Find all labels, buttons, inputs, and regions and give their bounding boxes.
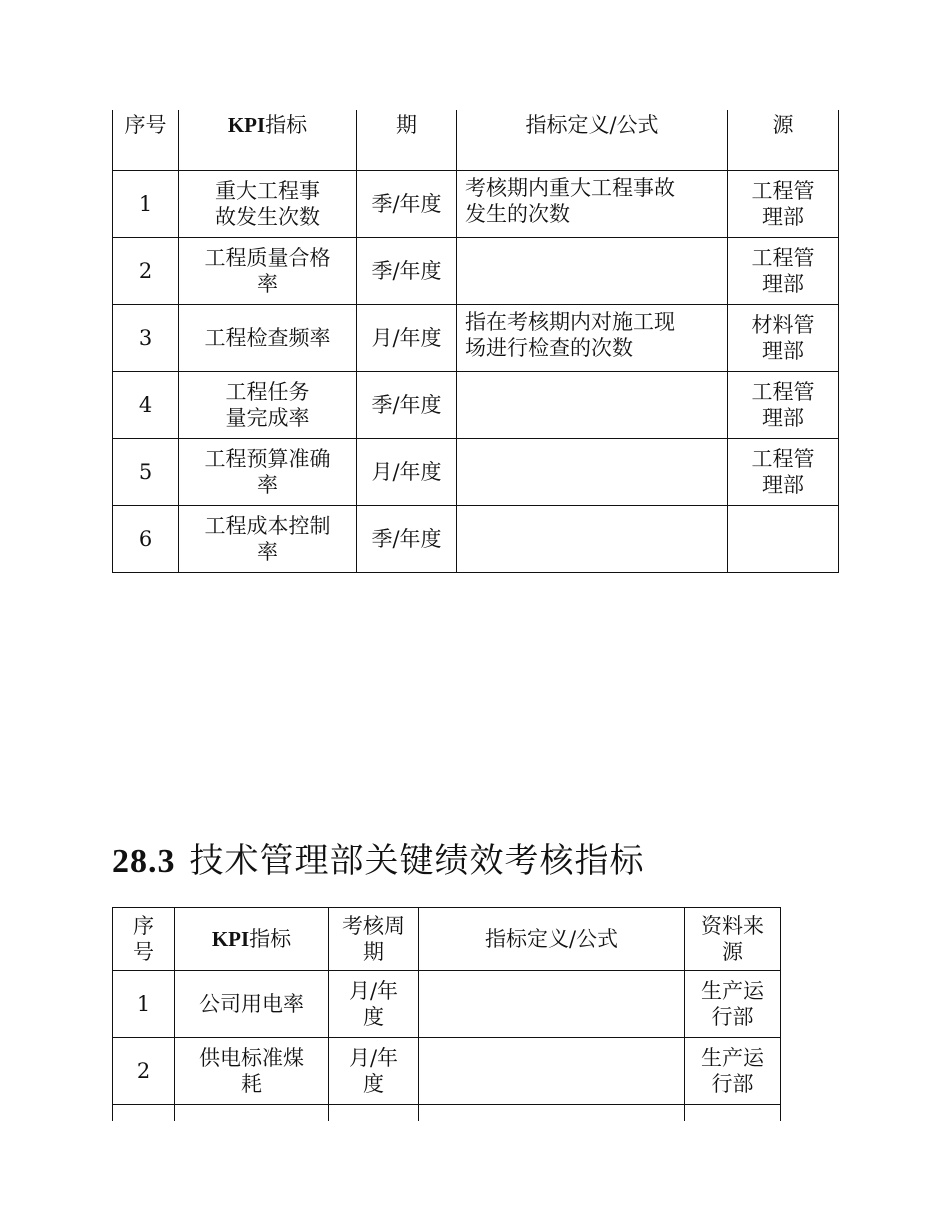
cell-source <box>728 506 839 573</box>
cell-kpi-line1: 工程成本控制 <box>204 514 331 538</box>
cell-definition <box>457 238 728 305</box>
cell-kpi-line2: 率 <box>257 473 278 497</box>
header-period-line1: 考核周 <box>342 914 405 938</box>
cell-no: 3 <box>113 305 179 372</box>
header-no-line2: 号 <box>133 940 154 964</box>
table-row <box>113 1038 781 1105</box>
cell-period: 季/年度 <box>357 506 457 573</box>
cell-no: 1 <box>113 171 179 238</box>
cell-kpi-line1: 工程检查频率 <box>204 326 331 350</box>
cell-kpi-line2: 耗 <box>241 1072 262 1096</box>
header-kpi <box>179 110 357 171</box>
cell-no: 2 <box>113 238 179 305</box>
cell-period: 季/年度 <box>357 171 457 238</box>
cell-definition-line1: 考核期内重大工程事故 <box>465 176 675 200</box>
cell-kpi-line1: 供电标准煤 <box>199 1046 304 1070</box>
cell-kpi <box>179 305 357 372</box>
cell-period-line1: 月/年 <box>348 979 399 1003</box>
table-row-partial <box>113 1105 781 1122</box>
cell-period <box>329 971 419 1038</box>
header-no-line1: 序 <box>133 914 154 938</box>
cell-no: 4 <box>113 372 179 439</box>
cell-definition <box>457 506 728 573</box>
cell-definition <box>457 171 728 238</box>
cell-definition-line2: 场进行检查的次数 <box>465 336 633 360</box>
cell-kpi-line1: 公司用电率 <box>199 992 304 1016</box>
header-source <box>685 908 781 971</box>
cell-definition-line2: 发生的次数 <box>465 202 570 226</box>
cell-period: 月/年度 <box>357 439 457 506</box>
header-period <box>329 908 419 971</box>
header-definition: 指标定义/公式 <box>419 908 685 971</box>
cell-kpi <box>175 971 329 1038</box>
cell-kpi-line1: 工程任务 <box>225 380 310 404</box>
table-row <box>113 971 781 1038</box>
header-period-line2: 期 <box>363 940 384 964</box>
cell-empty <box>113 1105 175 1122</box>
cell-definition <box>419 1038 685 1105</box>
cell-source <box>685 1038 781 1105</box>
cell-source-line2: 理部 <box>762 473 804 497</box>
cell-source-line1: 生产运 <box>701 1046 764 1070</box>
header-no: 序号 <box>113 110 179 171</box>
kpi-table-engineering <box>112 110 839 573</box>
cell-kpi-line2: 率 <box>257 272 278 296</box>
cell-kpi-line2: 量完成率 <box>225 406 310 430</box>
table-header-row <box>113 110 839 171</box>
cell-source-line2: 理部 <box>762 406 804 430</box>
cell-definition <box>419 971 685 1038</box>
header-kpi-label: 指标 <box>249 927 292 951</box>
cell-source <box>728 305 839 372</box>
cell-definition-line1: 指在考核期内对施工现 <box>465 310 675 334</box>
table-row <box>113 171 839 238</box>
cell-period: 季/年度 <box>357 238 457 305</box>
table-row <box>113 238 839 305</box>
cell-definition <box>457 439 728 506</box>
cell-source-line2: 理部 <box>762 205 804 229</box>
section-number: 28.3 <box>112 843 176 880</box>
cell-period: 季/年度 <box>357 372 457 439</box>
header-source: 源 <box>728 110 839 171</box>
cell-no: 6 <box>113 506 179 573</box>
cell-source <box>728 439 839 506</box>
cell-no: 2 <box>113 1038 175 1105</box>
cell-kpi <box>179 506 357 573</box>
cell-empty <box>419 1105 685 1122</box>
cell-kpi-line2: 故发生次数 <box>215 205 320 229</box>
cell-source-line1: 材料管 <box>751 313 815 337</box>
cell-empty <box>175 1105 329 1122</box>
cell-period <box>329 1038 419 1105</box>
table-row <box>113 372 839 439</box>
cell-definition <box>457 305 728 372</box>
cell-kpi-line1: 重大工程事 <box>215 179 320 203</box>
cell-kpi <box>175 1038 329 1105</box>
cell-source-line2: 理部 <box>762 339 804 363</box>
header-period: 期 <box>357 110 457 171</box>
cell-source <box>728 171 839 238</box>
header-kpi-label: 指标 <box>265 113 308 137</box>
header-source-line2: 源 <box>722 940 743 964</box>
cell-source-line1: 生产运 <box>701 979 764 1003</box>
header-source-line1: 资料来 <box>701 914 764 938</box>
cell-source <box>728 372 839 439</box>
cell-source-line1: 工程管 <box>751 179 815 203</box>
cell-period-line1: 月/年 <box>348 1046 399 1070</box>
header-kpi <box>175 908 329 971</box>
cell-kpi-line2: 率 <box>257 540 278 564</box>
cell-no: 5 <box>113 439 179 506</box>
table-header-row <box>113 908 781 971</box>
cell-kpi <box>179 238 357 305</box>
cell-source-line2: 行部 <box>711 1005 754 1029</box>
cell-kpi <box>179 171 357 238</box>
cell-kpi-line1: 工程质量合格 <box>204 246 331 270</box>
cell-source-line1: 工程管 <box>751 246 815 270</box>
cell-source-line1: 工程管 <box>751 380 815 404</box>
cell-source <box>728 238 839 305</box>
cell-period: 月/年度 <box>357 305 457 372</box>
cell-kpi-line1: 工程预算准确 <box>204 447 331 471</box>
table-row <box>113 506 839 573</box>
cell-empty <box>685 1105 781 1122</box>
cell-source-line1: 工程管 <box>751 447 815 471</box>
cell-empty <box>329 1105 419 1122</box>
header-definition: 指标定义/公式 <box>457 110 728 171</box>
cell-definition <box>457 372 728 439</box>
header-kpi-abbr: KPI <box>227 113 266 137</box>
cell-source-line2: 理部 <box>762 272 804 296</box>
cell-kpi <box>179 372 357 439</box>
kpi-table-technical <box>112 907 781 1121</box>
header-kpi-abbr: KPI <box>211 927 250 951</box>
section-heading <box>112 833 645 882</box>
cell-source <box>685 971 781 1038</box>
cell-kpi <box>179 439 357 506</box>
cell-period-line2: 度 <box>363 1005 384 1029</box>
section-title: 技术管理部关键绩效考核指标 <box>189 841 645 881</box>
header-no <box>113 908 175 971</box>
table-row <box>113 439 839 506</box>
table-row <box>113 305 839 372</box>
cell-source-line2: 行部 <box>711 1072 754 1096</box>
cell-period-line2: 度 <box>363 1072 384 1096</box>
cell-no: 1 <box>113 971 175 1038</box>
